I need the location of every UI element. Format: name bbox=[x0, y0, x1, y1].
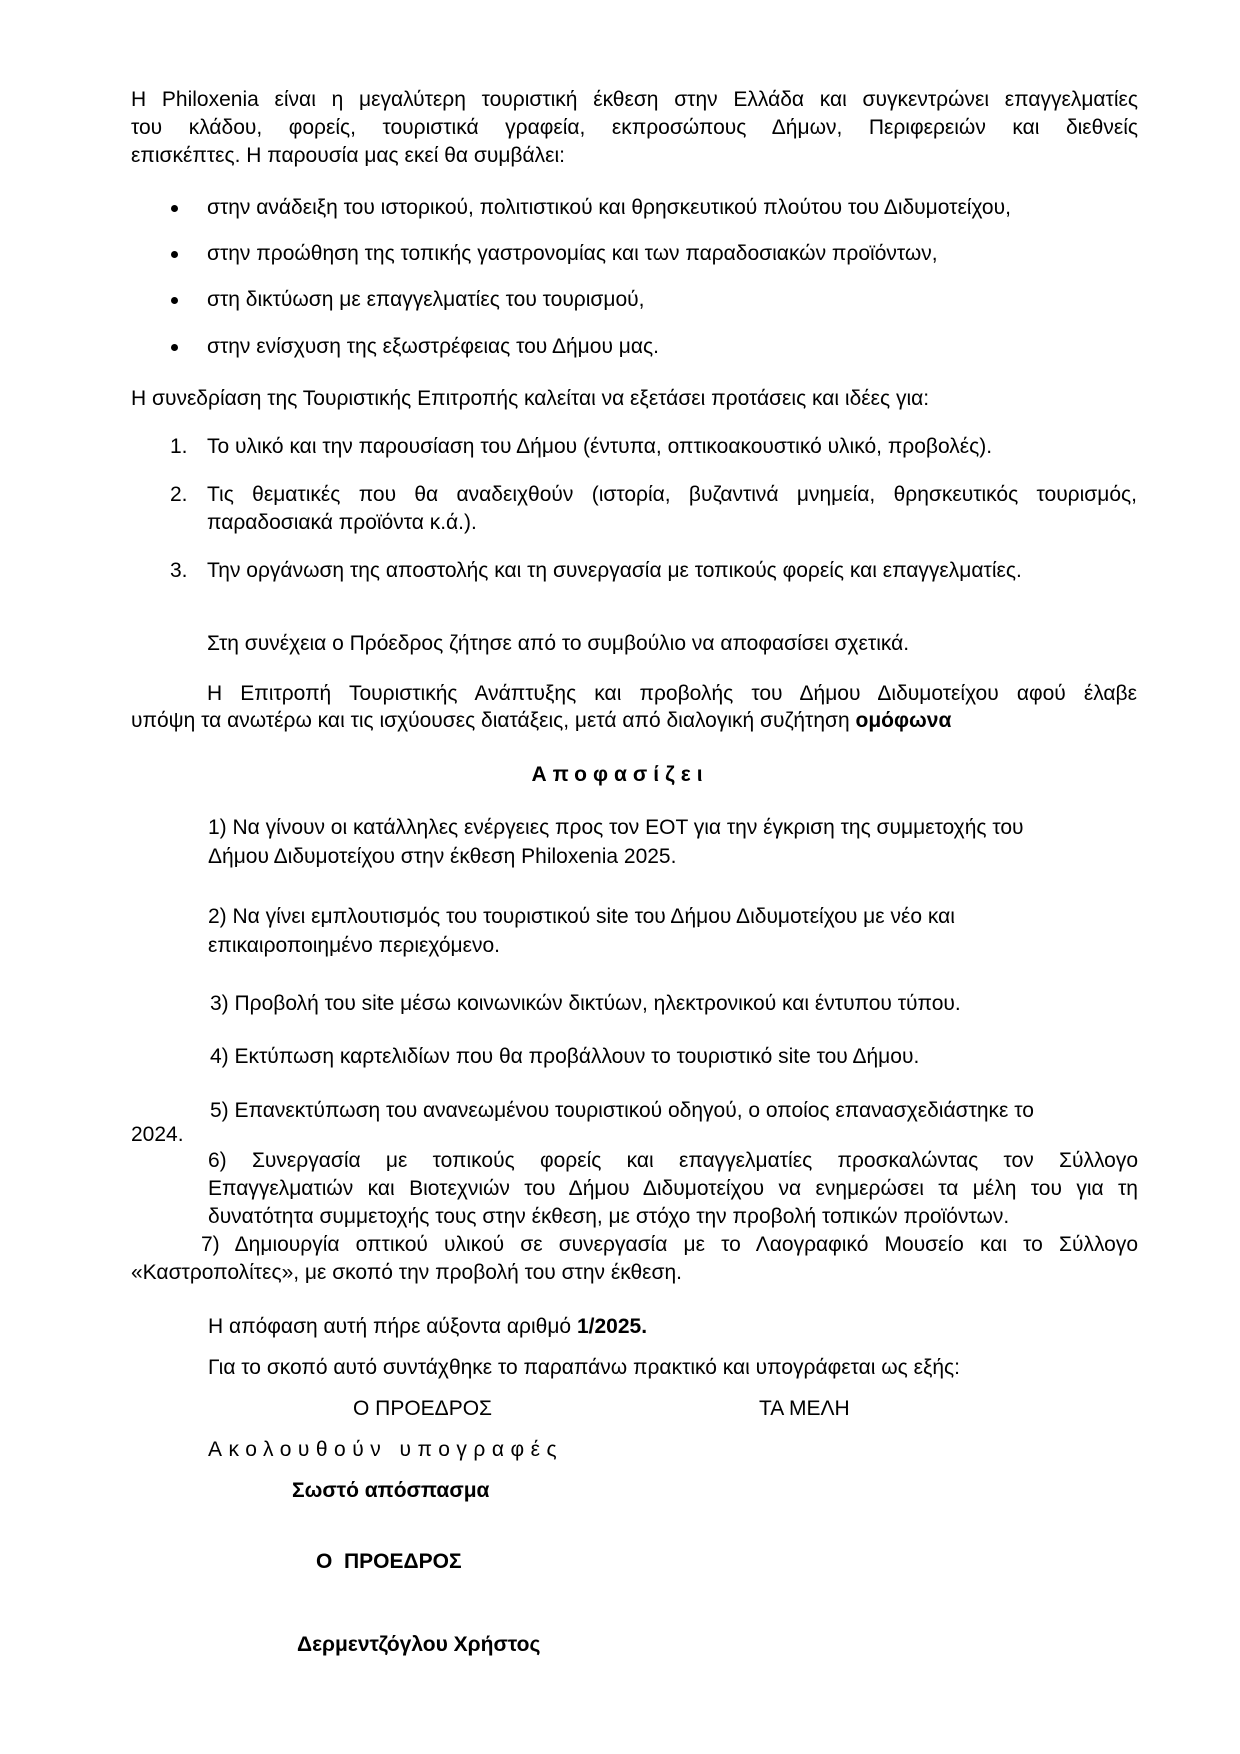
decision-2-line-1: 2) Να γίνει εμπλουτισμός του τουριστικού site του Δήμου Διδυμοτείχου με νέο και bbox=[208, 905, 955, 928]
decision-7-line-2: «Καστροπολίτες», με σκοπό την προβολή του στην έκθεση. bbox=[131, 1261, 682, 1284]
decision-4: 4) Εκτύπωση καρτελιδίων που θα προβάλλουν το τουριστικό site του Δήμου. bbox=[210, 1045, 920, 1068]
decision-5-line-1: 5) Επανεκτύπωση του ανανεωμένου τουριστικού οδηγού, ο οποίος επανασχεδιάστηκε το bbox=[210, 1099, 1034, 1122]
president-name: Δερμεντζόγλου Χρήστος bbox=[297, 1633, 541, 1656]
list-number: 1. bbox=[170, 435, 188, 458]
bullet-dot-icon bbox=[171, 344, 178, 351]
decision-number-value: 1/2025. bbox=[576, 1315, 648, 1338]
bullet-item: στη δικτύωση με επαγγελματίες του τουρισμού, bbox=[207, 288, 645, 311]
decision-7-line-1: 7) Δημιουργία οπτικού υλικού σε συνεργασία με το Λαογραφικό Μουσείο και το Σύλλογο bbox=[201, 1233, 1138, 1256]
list-number: 3. bbox=[170, 559, 188, 582]
bullet-item: στην ενίσχυση της εξωστρέφειας του Δήμου μας. bbox=[207, 335, 659, 358]
committee-line-2-text: υπόψη τα ανωτέρω και τις ισχύουσες διατάξεις, μετά από διαλογική συζήτηση bbox=[131, 709, 850, 732]
session-intro: Η συνεδρίαση της Τουριστικής Επιτροπής καλείται να εξετάσει προτάσεις και ιδέες για: bbox=[131, 387, 930, 410]
bullet-dot-icon bbox=[171, 297, 178, 304]
numbered-item-2-line-2: παραδοσιακά προϊόντα κ.ά.). bbox=[207, 511, 477, 534]
decision-5-line-2: 2024. bbox=[131, 1123, 184, 1146]
intro-line-2: του κλάδου, φορείς, τουριστικά γραφεία, εκπροσώπους Δήμων, Περιφερειών και διεθνείς bbox=[131, 116, 1138, 139]
decision-1-line-1: 1) Να γίνουν οι κατάλληλες ενέργειες προς τον ΕΟΤ για την έγκριση της συμμετοχής του bbox=[208, 816, 1024, 839]
decision-6-line-2: Επαγγελματιών και Βιοτεχνιών του Δήμου Διδυμοτείχου να ενημερώσει τα μέλη του για τη bbox=[208, 1177, 1138, 1200]
bullet-item: στην προώθηση της τοπικής γαστρονομίας και των παραδοσιακών προϊόντων, bbox=[207, 242, 938, 265]
decision-3: 3) Προβολή του site μέσω κοινωνικών δικτύων, ηλεκτρονικού και έντυπου τύπου. bbox=[210, 992, 961, 1015]
decision-1-line-2: Δήμου Διδυμοτείχου στην έκθεση Philoxenia 2025. bbox=[208, 845, 677, 868]
signatures-follow: Ακολουθούν υπογραφές bbox=[208, 1438, 564, 1461]
unanimous-text: ομόφωνα bbox=[855, 709, 952, 732]
committee-line-1: Η Επιτροπή Τουριστικής Ανάπτυξης και προβολής του Δήμου Διδυμοτείχου αφού έλαβε bbox=[207, 682, 1137, 705]
bullet-dot-icon bbox=[171, 251, 178, 258]
decision-6-line-3: δυνατότητα συμμετοχής τους στην έκθεση, με στόχο την προβολή τοπικών προϊόντων. bbox=[208, 1205, 1010, 1228]
decision-number bbox=[208, 1313, 1138, 1341]
numbered-item-3: Την οργάνωση της αποστολής και τη συνεργασία με τοπικούς φορείς και επαγγελματίες. bbox=[207, 559, 1022, 582]
bullet-item: στην ανάδειξη του ιστορικού, πολιτιστικού και θρησκευτικού πλούτου του Διδυμοτείχου, bbox=[207, 196, 1011, 219]
numbered-item-2-line-1: Τις θεματικές που θα αναδειχθούν (ιστορία, βυζαντινά μνημεία, θρησκευτικός τουρισμός, bbox=[207, 483, 1137, 506]
true-extract: Σωστό απόσπασμα bbox=[292, 1479, 490, 1502]
president-label: Ο ΠΡΟΕΔΡΟΣ bbox=[353, 1397, 493, 1420]
footer-president: Ο ΠΡΟΕΔΡΟΣ bbox=[316, 1550, 462, 1573]
list-number: 2. bbox=[170, 483, 188, 506]
committee-line-2 bbox=[131, 707, 1138, 735]
intro-line-3: επισκέπτες. Η παρουσία μας εκεί θα συμβάλει: bbox=[131, 144, 566, 167]
decision-2-line-2: επικαιροποιημένο περιεχόμενο. bbox=[208, 934, 501, 957]
decision-number-text: Η απόφαση αυτή πήρε αύξοντα αριθμό bbox=[208, 1315, 572, 1338]
decision-6-line-1: 6) Συνεργασία με τοπικούς φορείς και επαγγελματίες προσκαλώντας τον Σύλλογο bbox=[208, 1149, 1138, 1172]
decides-heading: Αποφασίζει bbox=[531, 763, 709, 786]
members-label: ΤΑ ΜΕΛΗ bbox=[759, 1397, 850, 1420]
signing-note: Για το σκοπό αυτό συντάχθηκε το παραπάνω πρακτικό και υπογράφεται ως εξής: bbox=[208, 1356, 960, 1379]
bullet-dot-icon bbox=[171, 205, 178, 212]
intro-line-1: Η Philoxenia είναι η μεγαλύτερη τουριστική έκθεση στην Ελλάδα και συγκεντρώνει επαγγελματίες bbox=[131, 88, 1138, 111]
chair-request: Στη συνέχεια ο Πρόεδρος ζήτησε από το συμβούλιο να αποφασίσει σχετικά. bbox=[207, 632, 910, 655]
numbered-item-1: Το υλικό και την παρουσίαση του Δήμου (έντυπα, οπτικοακουστικό υλικό, προβολές). bbox=[207, 435, 993, 458]
